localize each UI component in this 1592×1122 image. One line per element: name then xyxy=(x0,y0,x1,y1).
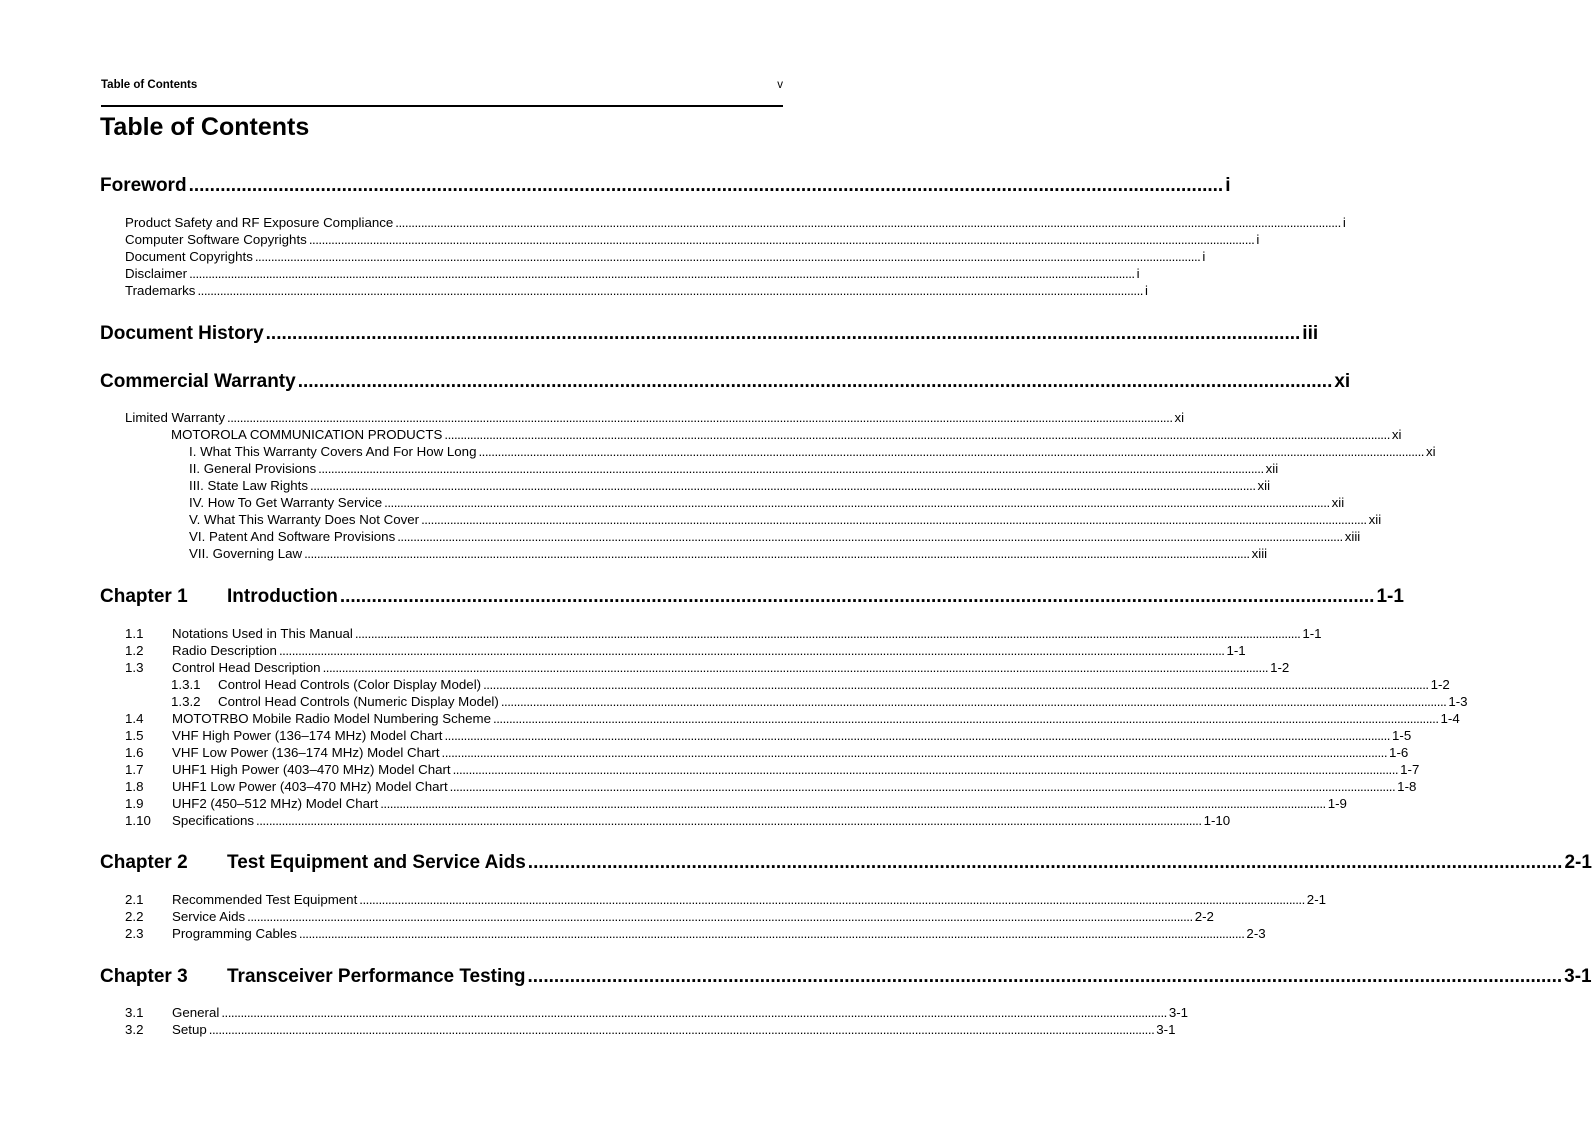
toc-entry-page: xii xyxy=(1368,512,1382,527)
toc-entry-label: UHF1 High Power (403–470 MHz) Model Chart xyxy=(172,762,451,777)
toc-entry-label: Commercial Warranty xyxy=(100,371,296,392)
toc-entry-page: 1-1 xyxy=(1376,586,1404,607)
toc-entry[interactable] xyxy=(125,1022,1176,1039)
toc-entry[interactable] xyxy=(125,283,1148,300)
toc-entry[interactable] xyxy=(125,779,1417,796)
running-header-page-number: v xyxy=(777,79,783,91)
running-header-title: Table of Contents xyxy=(101,79,198,91)
toc-entry-label: Control Head Controls (Color Display Model) xyxy=(218,677,482,692)
dot-leader: ........................................................................................................................................................................................................................................................................................................ xyxy=(227,410,1173,425)
toc-entry-document-history[interactable] xyxy=(100,323,1319,347)
toc-entry[interactable] xyxy=(189,461,1279,478)
dot-leader: ........................................................................................................................................................................................................................................................................................................ xyxy=(452,762,1399,777)
section-number: 3.2 xyxy=(125,1022,144,1037)
dot-leader: ........................................................................................................................................................................................................................................................................................................ xyxy=(421,512,1367,527)
toc-entry-label: II. General Provisions xyxy=(189,461,317,476)
toc-entry-label: Recommended Test Equipment xyxy=(172,892,358,907)
toc-entry[interactable] xyxy=(125,232,1260,249)
dot-leader: ........................................................................................................................................................................................................................................................................................................ xyxy=(254,249,1201,264)
toc-entry-page: 1-1 xyxy=(1302,626,1322,641)
toc-entry-page: i xyxy=(1342,215,1346,230)
section-number: 1.1 xyxy=(125,626,144,641)
section-number: 1.3 xyxy=(125,660,144,675)
dot-leader: ........................................................................................................................................................................................................................................................................................................ xyxy=(197,283,1143,298)
chapter-title: Transceiver Performance Testing xyxy=(227,966,526,987)
section-number: 1.2 xyxy=(125,643,144,658)
toc-entry-label: Document Copyrights xyxy=(125,249,253,264)
toc-entry-page: 2-3 xyxy=(1246,926,1266,941)
dot-leader: ........................................................................................................................................................................................................................................................................................................ xyxy=(384,495,1330,510)
toc-entry-page: i xyxy=(1225,175,1231,196)
toc-entry[interactable] xyxy=(171,694,1468,711)
toc-entry-page: 3-1 xyxy=(1168,1005,1189,1020)
toc-entry[interactable] xyxy=(125,813,1231,830)
dot-leader: ........................................................................................................................................................................................................................................................................................................ xyxy=(444,728,1390,743)
toc-entry-label: General xyxy=(172,1005,220,1020)
dot-leader: ........................................................................................................................................................................................................................................................................................................ xyxy=(208,1022,1155,1037)
dot-leader: ........................................................................................................................................................................................................................................................................................................ xyxy=(322,660,1269,675)
toc-entry-page: 2-1 xyxy=(1306,892,1327,907)
toc-entry-page: i xyxy=(1144,283,1148,298)
toc-entry[interactable] xyxy=(189,529,1361,546)
toc-entry-page: 1-10 xyxy=(1203,813,1231,828)
toc-entry-label: VI. Patent And Software Provisions xyxy=(189,529,396,544)
subsection-number: 1.3.1 xyxy=(171,677,201,692)
toc-entry[interactable] xyxy=(189,444,1436,461)
toc-entry-page: xi xyxy=(1425,444,1436,459)
dot-leader: ........................................................................................................................................................................................................................................................................................................ xyxy=(380,796,1326,811)
dot-leader: ........................................................................................................................................................................................................................................................................................................ xyxy=(189,266,1135,281)
toc-entry-label: Product Safety and RF Exposure Compliance xyxy=(125,215,394,230)
toc-entry-page: i xyxy=(1256,232,1260,247)
toc-entry-label: Computer Software Copyrights xyxy=(125,232,307,247)
toc-entry-foreword[interactable] xyxy=(100,175,1231,199)
toc-entry-page: i xyxy=(1202,249,1206,264)
toc-entry-page: xii xyxy=(1331,495,1345,510)
dot-leader: ........................................................................................................................................................................................................................................................................................................ xyxy=(247,909,1193,924)
toc-entry-page: 1-7 xyxy=(1400,762,1420,777)
toc-entry-page: 2-1 xyxy=(1564,852,1592,873)
section-number: 1.5 xyxy=(125,728,144,743)
running-header xyxy=(101,79,783,93)
toc-entry[interactable] xyxy=(125,892,1327,909)
toc-entry-commercial-warranty[interactable] xyxy=(100,371,1351,395)
toc-entry[interactable] xyxy=(189,478,1271,495)
toc-entry-label: Notations Used in This Manual xyxy=(172,626,353,641)
toc-entry-page: xii xyxy=(1265,461,1279,476)
toc-entry-chapter-3[interactable] xyxy=(100,966,1592,990)
toc-entry-page: 1-3 xyxy=(1448,694,1468,709)
toc-entry-page: 1-5 xyxy=(1392,728,1412,743)
dot-leader: .................................................................................................................................................................................................... xyxy=(339,586,1375,607)
toc-entry-label: Specifications xyxy=(172,813,255,828)
toc-entry-label: Disclaimer xyxy=(125,266,188,281)
section-number: 1.4 xyxy=(125,711,144,726)
dot-leader: ........................................................................................................................................................................................................................................................................................................ xyxy=(354,626,1301,641)
dot-leader: .................................................................................................................................................................................................... xyxy=(188,175,1224,196)
dot-leader: ........................................................................................................................................................................................................................................................................................................ xyxy=(500,694,1447,709)
dot-leader: ........................................................................................................................................................................................................................................................................................................ xyxy=(441,745,1388,760)
dot-leader: ........................................................................................................................................................................................................................................................................................................ xyxy=(298,926,1245,941)
dot-leader: ........................................................................................................................................................................................................................................................................................................ xyxy=(278,643,1225,658)
toc-entry[interactable] xyxy=(125,762,1420,779)
toc-entry-page: xi xyxy=(1174,410,1185,425)
toc-entry-page: 3-1 xyxy=(1564,966,1592,987)
toc-entry-label: Control Head Description xyxy=(172,660,321,675)
toc-entry-page: iii xyxy=(1302,323,1319,344)
toc-entry-page: xii xyxy=(1257,478,1271,493)
section-number: 1.8 xyxy=(125,779,144,794)
section-number: 2.1 xyxy=(125,892,144,907)
section-number: 1.7 xyxy=(125,762,144,777)
toc-entry-label: Trademarks xyxy=(125,283,196,298)
toc-entry-page: 1-2 xyxy=(1430,677,1450,692)
section-number: 1.9 xyxy=(125,796,144,811)
dot-leader: ........................................................................................................................................................................................................................................................................................................ xyxy=(493,711,1439,726)
toc-entry[interactable] xyxy=(125,745,1409,762)
toc-entry-label: Setup xyxy=(172,1022,207,1037)
section-number: 1.10 xyxy=(125,813,151,828)
chapter-number: Chapter 1 xyxy=(100,586,188,607)
toc-entry[interactable] xyxy=(125,410,1185,427)
toc-entry-label: Limited Warranty xyxy=(125,410,225,425)
chapter-title: Introduction xyxy=(227,586,338,607)
toc-entry[interactable] xyxy=(125,266,1140,283)
dot-leader: ........................................................................................................................................................................................................................................................................................................ xyxy=(444,427,1390,442)
toc-entry[interactable] xyxy=(125,626,1322,643)
toc-entry[interactable] xyxy=(125,660,1290,677)
toc-entry[interactable] xyxy=(125,711,1460,728)
dot-leader: ........................................................................................................................................................................................................................................................................................................ xyxy=(359,892,1305,907)
toc-entry-label: VHF Low Power (136–174 MHz) Model Chart xyxy=(172,745,440,760)
section-number: 1.6 xyxy=(125,745,144,760)
toc-entry-label: Foreword xyxy=(100,175,187,196)
section-number: 3.1 xyxy=(125,1005,144,1020)
toc-entry-label: Service Aids xyxy=(172,909,246,924)
toc-entry-page: 1-1 xyxy=(1226,643,1246,658)
toc-entry[interactable] xyxy=(125,249,1206,266)
toc-entry-label: Programming Cables xyxy=(172,926,297,941)
subsection-number: 1.3.2 xyxy=(171,694,201,709)
toc-entry[interactable] xyxy=(171,427,1402,444)
toc-entry-chapter-1[interactable] xyxy=(100,586,1404,610)
dot-leader: ........................................................................................................................................................................................................................................................................................................ xyxy=(310,478,1256,493)
toc-entry-label: Radio Description xyxy=(172,643,277,658)
toc-entry-label: UHF2 (450–512 MHz) Model Chart xyxy=(172,796,379,811)
toc-entry-label: MOTOTRBO Mobile Radio Model Numbering Scheme xyxy=(172,711,491,726)
toc-entry-page: xiii xyxy=(1251,546,1268,561)
toc-entry-page: 3-1 xyxy=(1156,1022,1176,1037)
dot-leader: ........................................................................................................................................................................................................................................................................................................ xyxy=(221,1005,1167,1020)
toc-entry[interactable] xyxy=(125,1005,1189,1022)
toc-entry-label: UHF1 Low Power (403–470 MHz) Model Chart xyxy=(172,779,448,794)
toc-entry[interactable] xyxy=(125,909,1214,926)
dot-leader: ........................................................................................................................................................................................................................................................................................................ xyxy=(483,677,1429,692)
toc-entry-label: Document History xyxy=(100,323,264,344)
toc-entry-page: 1-4 xyxy=(1440,711,1460,726)
toc-entry-label: Control Head Controls (Numeric Display Model) xyxy=(218,694,499,709)
toc-entry-page: 1-2 xyxy=(1270,660,1290,675)
toc-entry-label: III. State Law Rights xyxy=(189,478,308,493)
toc-entry-page: i xyxy=(1136,266,1140,281)
dot-leader: .................................................................................................................................................................................................... xyxy=(265,323,1301,344)
toc-entry-chapter-2[interactable] xyxy=(100,852,1592,876)
header-rule xyxy=(101,105,783,107)
toc-entry[interactable] xyxy=(189,512,1382,529)
page-title: Table of Contents xyxy=(100,113,310,141)
toc-entry[interactable] xyxy=(125,643,1246,660)
chapter-number: Chapter 3 xyxy=(100,966,188,987)
toc-entry-label: I. What This Warranty Covers And For How Long xyxy=(189,444,477,459)
dot-leader: .................................................................................................................................................................................................... xyxy=(527,852,1563,873)
toc-entry[interactable] xyxy=(189,546,1268,563)
toc-entry[interactable] xyxy=(125,728,1412,745)
toc-entry-label: MOTOROLA COMMUNICATION PRODUCTS xyxy=(171,427,443,442)
toc-entry-page: 2-2 xyxy=(1194,909,1214,924)
toc-entry[interactable] xyxy=(189,495,1345,512)
section-number: 2.3 xyxy=(125,926,144,941)
toc-entry[interactable] xyxy=(125,926,1266,943)
toc-entry-label: VHF High Power (136–174 MHz) Model Chart xyxy=(172,728,443,743)
dot-leader: .................................................................................................................................................................................................... xyxy=(527,966,1563,987)
toc-entry-page: 1-8 xyxy=(1397,779,1417,794)
toc-entry-page: 1-9 xyxy=(1327,796,1347,811)
toc-entry[interactable] xyxy=(171,677,1450,694)
toc-entry-page: 1-6 xyxy=(1389,745,1409,760)
toc-entry[interactable] xyxy=(125,215,1346,232)
toc-entry-page: xi xyxy=(1391,427,1402,442)
dot-leader: ........................................................................................................................................................................................................................................................................................................ xyxy=(304,546,1250,561)
toc-entry-label: VII. Governing Law xyxy=(189,546,303,561)
chapter-title: Test Equipment and Service Aids xyxy=(227,852,526,873)
dot-leader: ........................................................................................................................................................................................................................................................................................................ xyxy=(318,461,1264,476)
chapter-number: Chapter 2 xyxy=(100,852,188,873)
toc-entry-page: xiii xyxy=(1344,529,1361,544)
toc-entry-page: xi xyxy=(1334,371,1351,392)
toc-entry[interactable] xyxy=(125,796,1347,813)
toc-entry-label: IV. How To Get Warranty Service xyxy=(189,495,383,510)
section-number: 2.2 xyxy=(125,909,144,924)
dot-leader: .................................................................................................................................................................................................... xyxy=(297,371,1333,392)
dot-leader: ........................................................................................................................................................................................................................................................................................................ xyxy=(397,529,1343,544)
dot-leader: ........................................................................................................................................................................................................................................................................................................ xyxy=(478,444,1424,459)
dot-leader: ........................................................................................................................................................................................................................................................................................................ xyxy=(395,215,1341,230)
dot-leader: ........................................................................................................................................................................................................................................................................................................ xyxy=(308,232,1255,247)
toc-entry-label: V. What This Warranty Does Not Cover xyxy=(189,512,420,527)
dot-leader: ........................................................................................................................................................................................................................................................................................................ xyxy=(256,813,1202,828)
dot-leader: ........................................................................................................................................................................................................................................................................................................ xyxy=(449,779,1396,794)
